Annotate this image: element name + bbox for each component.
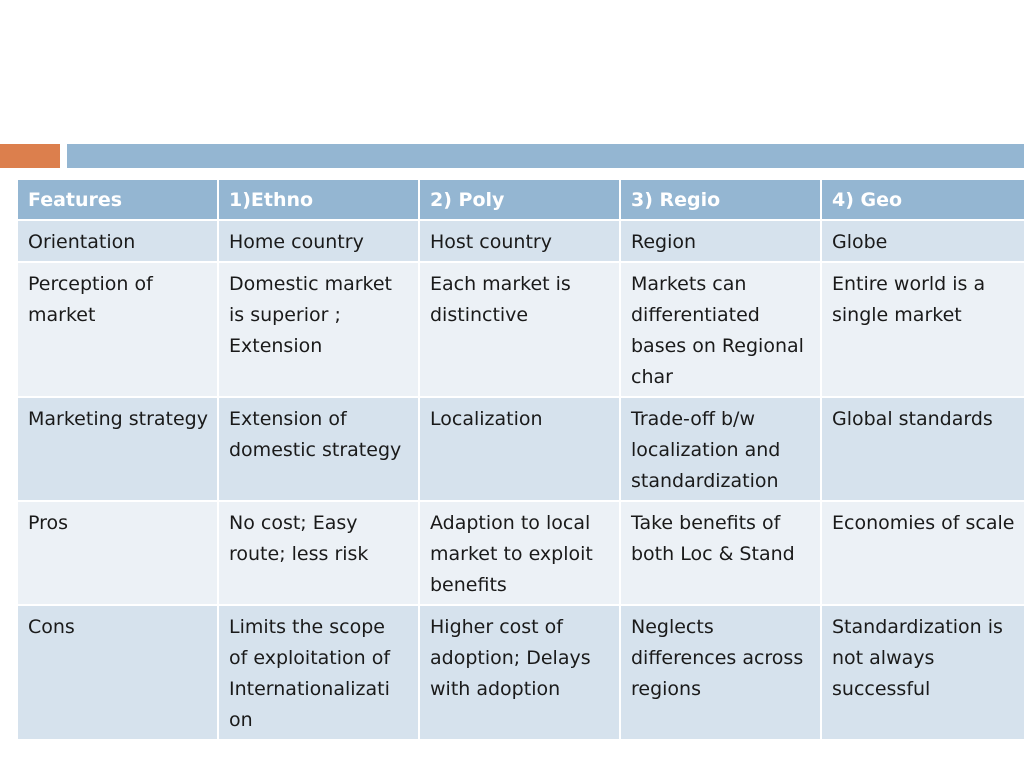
- table-row: [18, 221, 1024, 264]
- table-cell: Host country: [420, 221, 621, 264]
- header-geo: 4) Geo: [822, 180, 1024, 221]
- header-regio: 3) Regio: [621, 180, 822, 221]
- table-row: [18, 606, 1024, 741]
- header-ethno: 1)Ethno: [219, 180, 420, 221]
- table-cell: Globe: [822, 221, 1024, 264]
- table-row: [18, 398, 1024, 502]
- row-label-marketing-strategy: Marketing strategy: [18, 398, 219, 502]
- table-header-row: [18, 180, 1024, 221]
- table-cell: Home country: [219, 221, 420, 264]
- table-cell: Higher cost of adoption; Delays with adoption: [420, 606, 621, 741]
- table-cell: Trade-off b/w localization and standardization: [621, 398, 822, 502]
- table-row: [18, 263, 1024, 398]
- row-label-perception: Perception of market: [18, 263, 219, 398]
- table-cell: Adaption to local market to exploit benefits: [420, 502, 621, 606]
- table-cell: Extension of domestic strategy: [219, 398, 420, 502]
- accent-bar-blue: [67, 144, 1024, 168]
- table-cell: Standardization is not always successful: [822, 606, 1024, 741]
- header-poly: 2) Poly: [420, 180, 621, 221]
- row-label-cons: Cons: [18, 606, 219, 741]
- table-cell: Each market is distinctive: [420, 263, 621, 398]
- table-cell: Markets can differentiated bases on Regional char: [621, 263, 822, 398]
- table-cell: Economies of scale: [822, 502, 1024, 606]
- table-cell: No cost; Easy route; less risk: [219, 502, 420, 606]
- table-cell: Neglects differences across regions: [621, 606, 822, 741]
- table-row: [18, 502, 1024, 606]
- table-cell: Domestic market is superior ; Extension: [219, 263, 420, 398]
- table-cell: Localization: [420, 398, 621, 502]
- comparison-table: [18, 180, 1024, 741]
- table-cell: Entire world is a single market: [822, 263, 1024, 398]
- table-cell: Limits the scope of exploitation of Internationalizati on: [219, 606, 420, 741]
- row-label-orientation: Orientation: [18, 221, 219, 264]
- accent-bar-orange: [0, 144, 60, 168]
- header-features: Features: [18, 180, 219, 221]
- table-cell: Take benefits of both Loc & Stand: [621, 502, 822, 606]
- table-cell: Region: [621, 221, 822, 264]
- row-label-pros: Pros: [18, 502, 219, 606]
- table-cell: Global standards: [822, 398, 1024, 502]
